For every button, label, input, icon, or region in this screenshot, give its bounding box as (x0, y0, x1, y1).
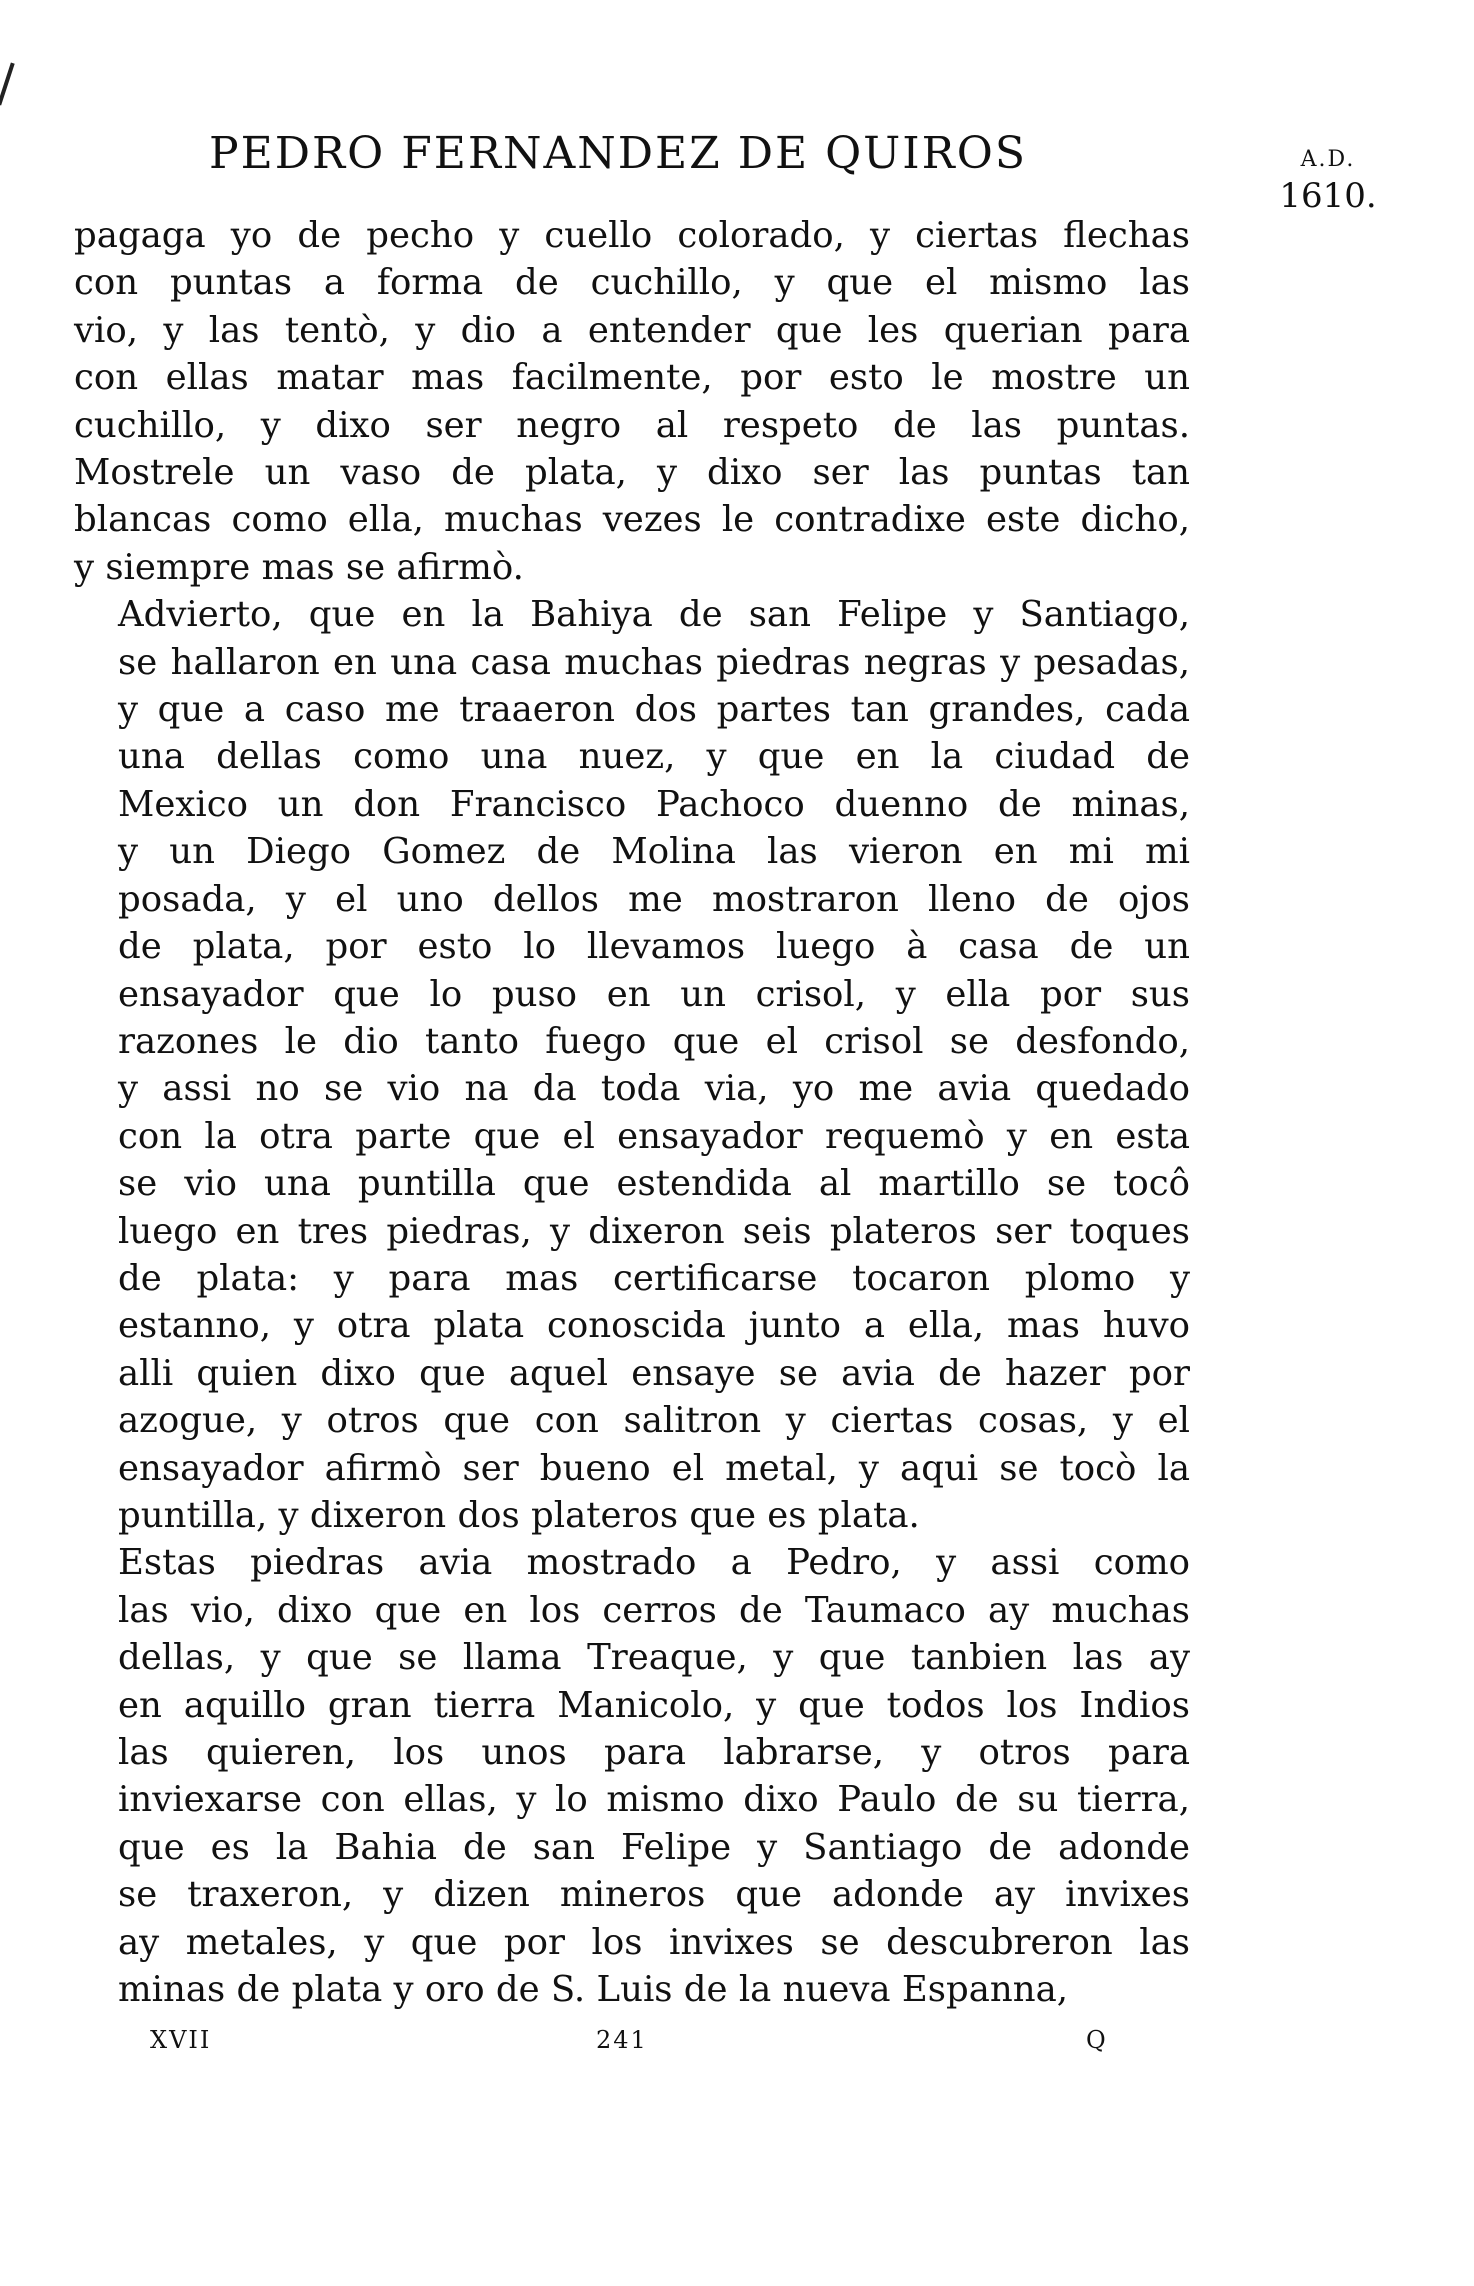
text-line: se hallaron en una casa muchas piedras negras y pesadas, (118, 641, 1190, 683)
text-line: minas de plata y oro de S. Luis de la nueva Espanna, (118, 1969, 1069, 2011)
text-line: de plata: y para mas certificarse tocaron plomo y (118, 1257, 1190, 1299)
text-line: ay metales, y que por los invixes se descubreron las (118, 1921, 1190, 1963)
text-line: luego en tres piedras, y dixeron seis plateros ser toques (118, 1210, 1190, 1252)
text-line: una dellas como una nuez, y que en la ciudad de (118, 736, 1190, 778)
page-footer (0, 2026, 1474, 2066)
text-line: Advierto, que en la Bahiya de san Felipe y Santiago, (118, 594, 1190, 636)
page-header (0, 128, 1474, 216)
signature-mark-right: Q (1086, 2026, 1108, 2054)
text-line: blancas como ella, muchas vezes le contradixe este dicho, (74, 499, 1190, 541)
text-line: ensayador que lo puso en un crisol, y ella por sus (118, 973, 1190, 1015)
text-line: razones le dio tanto fuego que el crisol se desfondo, (118, 1020, 1190, 1062)
paragraph (74, 1539, 1190, 2013)
page-number: 241 (596, 2026, 648, 2054)
text-line: pagaga yo de pecho y cuello colorado, y ciertas flechas (74, 215, 1190, 256)
text-line: con ellas matar mas facilmente, por esto le mostre un (74, 357, 1190, 399)
margin-year: 1610. (1279, 176, 1377, 216)
text-line: azogue, y otros que con salitron y ciertas cosas, y el (118, 1400, 1190, 1442)
text-line: y siempre mas se afirmò. (74, 546, 524, 588)
text-line: Mostrele un vaso de plata, y dixo ser las puntas tan (74, 452, 1190, 494)
text-line: y que a caso me traaeron dos partes tan grandes, cada (118, 689, 1190, 731)
text-line: vio, y las tentò, y dio a entender que les querian para (74, 309, 1190, 351)
text-line: alli quien dixo que aquel ensaye se avia de hazer por (118, 1352, 1190, 1394)
text-line: inviexarse con ellas, y lo mismo dixo Paulo de su tierra, (118, 1779, 1190, 1821)
margin-era: A.D. (1300, 147, 1356, 172)
text-line: con la otra parte que el ensayador requemò y en esta (118, 1115, 1190, 1157)
text-line: ensayador afirmò ser bueno el metal, y aqui se tocò la (118, 1447, 1190, 1489)
text-line: cuchillo, y dixo ser negro al respeto de las puntas. (74, 404, 1190, 446)
text-line: se vio una puntilla que estendida al martillo se tocô (118, 1163, 1190, 1205)
text-line: en aquillo gran tierra Manicolo, y que todos los Indios (118, 1684, 1190, 1726)
text-line: posada, y el uno dellos me mostraron lleno de ojos (118, 878, 1190, 920)
paragraph (74, 591, 1190, 1539)
text-line: Mexico un don Francisco Pachoco duenno de minas, (118, 783, 1190, 825)
text-line: y assi no se vio na da toda via, yo me avia quedado (118, 1068, 1190, 1110)
text-line: las vio, dixo que en los cerros de Taumaco ay muchas (118, 1589, 1190, 1631)
paragraph (74, 212, 1190, 591)
text-line: puntilla, y dixeron dos plateros que es plata. (118, 1494, 920, 1536)
margin-date-note (1268, 142, 1388, 214)
running-title: PEDRO FERNANDEZ DE QUIROS (209, 128, 1027, 179)
text-line: que es la Bahia de san Felipe y Santiago de adonde (118, 1826, 1190, 1868)
text-line: se traxeron, y dizen mineros que adonde ay invixes (118, 1874, 1190, 1916)
text-line: las quieren, los unos para labrarse, y otros para (118, 1732, 1190, 1773)
text-line: dellas, y que se llama Treaque, y que tanbien las ay (118, 1637, 1190, 1679)
text-line: y un Diego Gomez de Molina las vieron en mi mi (118, 831, 1190, 873)
text-line: con puntas a forma de cuchillo, y que el mismo las (74, 262, 1190, 304)
text-line: Estas piedras avia mostrado a Pedro, y assi como (118, 1542, 1190, 1584)
body-text (74, 212, 1190, 2013)
text-line: de plata, por esto lo llevamos luego à casa de un (118, 926, 1190, 968)
page-edge-mark (0, 62, 15, 105)
signature-mark-left: XVII (150, 2026, 212, 2054)
text-line: estanno, y otra plata conoscida junto a ella, mas huvo (118, 1305, 1190, 1347)
